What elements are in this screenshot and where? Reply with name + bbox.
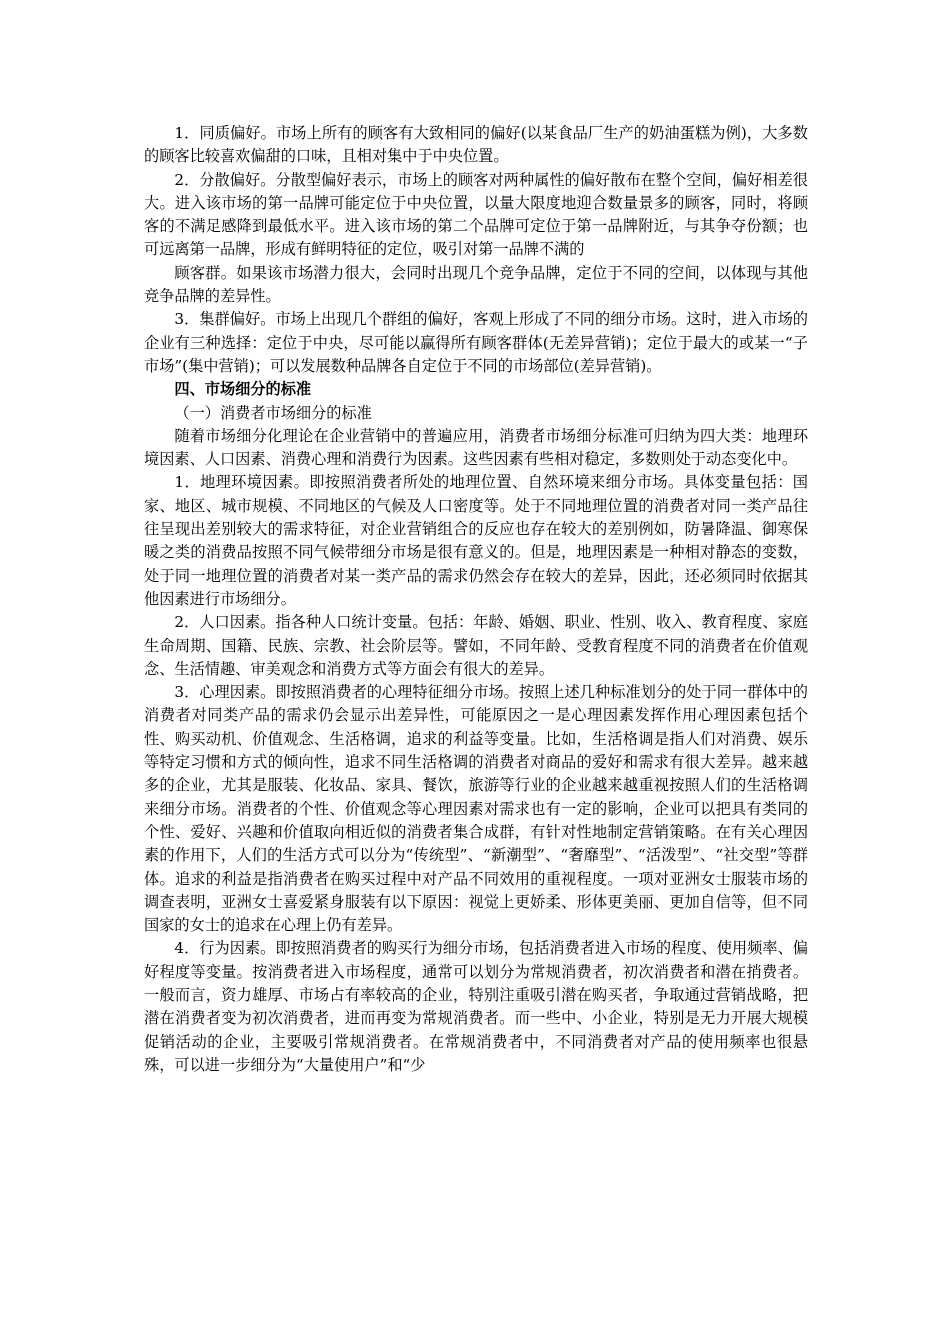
paragraph-diffused-preference-continued: 顾客群。如果该市场潜力很大，会同时出现几个竞争品牌，定位于不同的空间，以体现与其他竞争品牌的差异性。 — [144, 263, 808, 306]
paragraph-geographic-factors: 1．地理环境因素。即按照消费者所处的地理位置、自然环境来细分市场。具体变量包括：国家、地区、城市规模、不同地区的气候及人口密度等。处于不同地理位置的消费者对同一类产品往往呈现出差别较大的需求特征，对企业营销组合的反应也存在较大的差别例如，防暑降温、御寒保暖之类的消费品按照不同气候带细分市场是很有意义的。但是，地理因素是一种相对静态的变数，处于同一地理位置的消费者对某一类产品的需求仍然会存在较大的差异，因此，还必须同时依据其他因素进行市场细分。 — [144, 473, 808, 608]
paragraph-behavioral-factors: 4．行为因素。即按照消费者的购买行为细分市场，包括消费者进入市场的程度、使用频率、偏好程度等变量。按消费者进入市场程度，通常可以划分为常规消费者，初次消费者和潜在捎费者。一般而言，资力雄厚、市场占有率较高的企业，特别注重吸引潜在购买者，争取通过营销战略，把潜在消费者变为初次消费者，进而再变为常规消费者。而一些中、小企业，特别是无力开展大规模促销活动的企业，主要吸引常规消费者。在常规消费者中，不同消费者对产品的使用频率也很悬殊，可以进一步细分为“大量使用户”和“少 — [144, 939, 808, 1074]
paragraph-homogeneous-preference: 1．同质偏好。市场上所有的顾客有大致相同的偏好(以某食品厂生产的奶油蛋糕为例)，大多数的顾客比较喜欢偏甜的口味，且相对集中于中央位置。 — [144, 124, 808, 166]
paragraph-diffused-preference: 2．分散偏好。分散型偏好表示，市场上的顾客对两种属性的偏好散布在整个空间，偏好相差很大。进入该市场的第一品牌可能定位于中央位置，以量大限度地迎合数量景多的顾客，同时，将顾客的不满足感降到最低水平。进入该市场的第二个品牌可定位于第一品牌附近，与其争夺份额；也可远离第一品牌，形成有鲜明特征的定位，吸引对第一品牌不满的 — [144, 170, 808, 259]
paragraph-psychological-factors: 3．心理因素。即按照消费者的心理特征细分市场。按照上述几种标准划分的处于同一群体中的消费者对同类产品的需求仍会显示出差异性，可能原因之一是心理因素发挥作用心理因素包括个性、购买动机、价值观念、生活格调，追求的利益等变量。比如，生活格调是指人们对消费、娱乐等特定习惯和方式的倾向性，追求不同生活格调的消费者对商品的爱好和需求有很大差异。越来越多的企业，尤其是服装、化妆品、家具、餐饮，旅游等行业的企业越来越重视按照人们的生活格调来细分市场。消费者的个性、价值观念等心理因素对需求也有一定的影响，企业可以把具有类同的个性、爱好、兴趣和价值取向相近似的消费者集合成群，有针对性地制定营销策略。在有关心理因素的作用下，人们的生活方式可以分为“传统型”、“新潮型”、“奢靡型”、“活泼型”、“社交型”等群体。追求的利益是指消费者在购买过程中对产品不同效用的重视程度。一项对亚洲女士服装市场的调查表明，亚洲女士喜爱紧身服装有以下原因：视觉上更娇柔、形体更美丽、更加自信等，但不同国家的女士的追求在心理上仍有差异。 — [144, 683, 808, 935]
paragraph-demographic-factors: 2．人口因素。指各种人口统计变量。包括：年龄、婚姻、职业、性别、收入、教育程度、家庭生命周期、国籍、民族、宗教、社会阶层等。譬如，不同年龄、受教育程度不同的消费者在价值观念、生活情趣、审美观念和消费方式等方面会有很大的差异。 — [144, 613, 808, 678]
document-page — [144, 122, 808, 1077]
paragraph-segmentation-intro: 随着市场细分化理论在企业营销中的普遍应用，消费者市场细分标准可归纳为四大类：地理环境因素、人口因素、消费心理和消费行为因素。这些因素有些相对稳定，多数则处于动态变化中。 — [144, 426, 808, 469]
subsection-heading: （一）消费者市场细分的标准 — [174, 403, 372, 422]
paragraph-clustered-preference: 3．集群偏好。市场上出现几个群组的偏好，客观上形成了不同的细分市场。这时，进入市场的企业有三种选择：定位于中央，尽可能以赢得所有顾客群体(无差异营销)；定位于最大的或某一“子市场”(集中营销)；可以发展数种品牌各自定位于不同的市场部位(差异营销)。 — [144, 310, 808, 375]
section-heading: 四、市场细分的标准 — [174, 380, 312, 399]
